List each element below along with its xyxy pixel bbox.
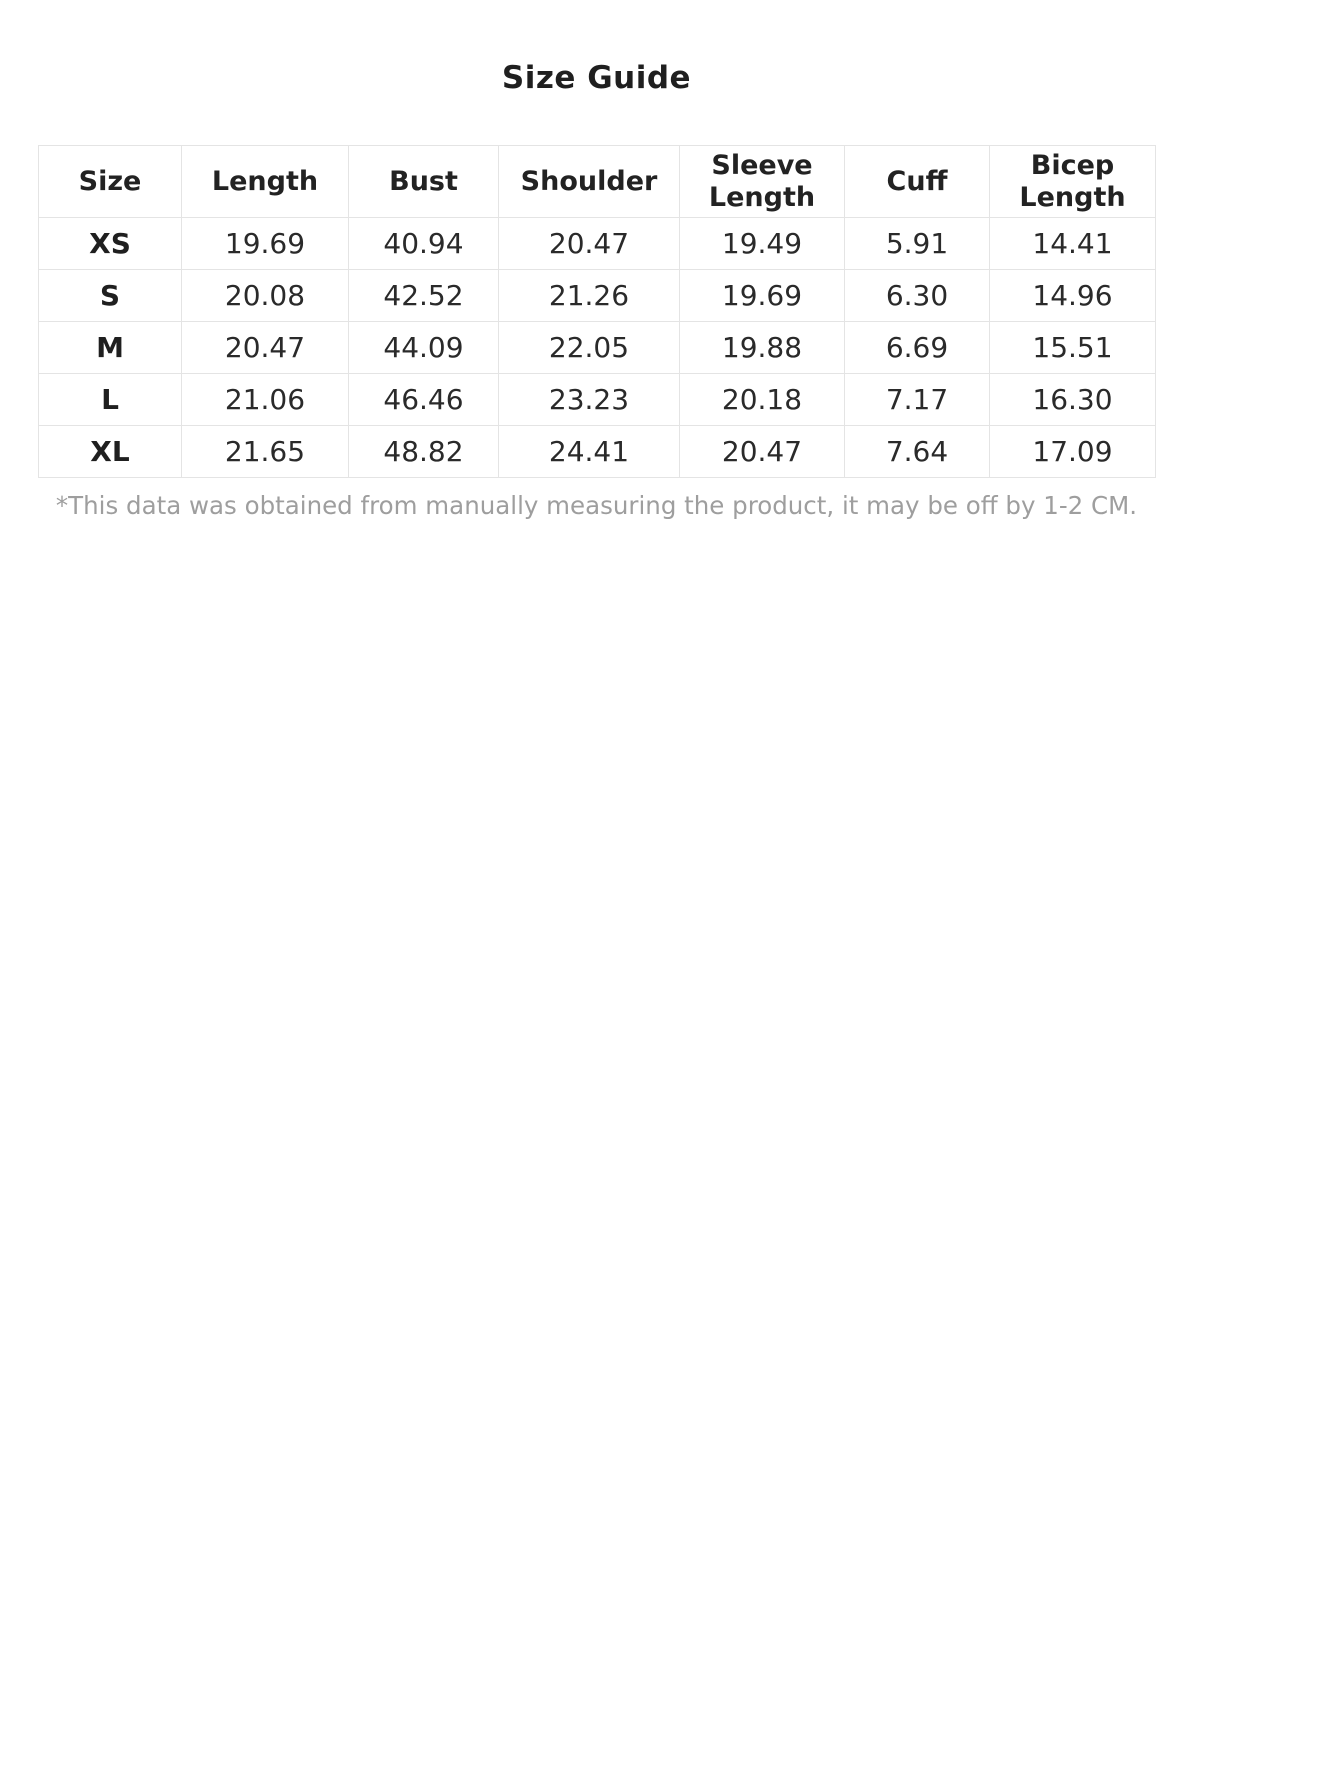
measurement-value: 20.08 — [182, 270, 349, 322]
measurement-value: 14.96 — [990, 270, 1156, 322]
table-row-m — [39, 322, 1156, 374]
measurement-value: 40.94 — [349, 218, 499, 270]
measurement-value: 48.82 — [349, 426, 499, 478]
column-header-bicep-length: Bicep Length — [990, 146, 1156, 218]
table-row-l — [39, 374, 1156, 426]
measurement-value: 7.17 — [845, 374, 990, 426]
measurement-value: 46.46 — [349, 374, 499, 426]
size-label: L — [39, 374, 182, 426]
column-header-length: Length — [182, 146, 349, 218]
measurement-value: 20.47 — [499, 218, 680, 270]
table-row-xl — [39, 426, 1156, 478]
measurement-disclaimer: *This data was obtained from manually measuring the product, it may be off by 1-2 CM. — [55, 491, 1138, 520]
size-label: S — [39, 270, 182, 322]
measurement-value: 6.30 — [845, 270, 990, 322]
size-guide-table — [38, 145, 1156, 478]
table-header-row — [39, 146, 1156, 218]
measurement-value: 42.52 — [349, 270, 499, 322]
measurement-value: 19.88 — [680, 322, 845, 374]
column-header-cuff: Cuff — [845, 146, 990, 218]
page-title: Size Guide — [501, 60, 692, 96]
measurement-value: 21.26 — [499, 270, 680, 322]
size-label: XL — [39, 426, 182, 478]
measurement-value: 21.65 — [182, 426, 349, 478]
measurement-value: 17.09 — [990, 426, 1156, 478]
table-row-xs — [39, 218, 1156, 270]
measurement-value: 44.09 — [349, 322, 499, 374]
measurement-value: 19.49 — [680, 218, 845, 270]
measurement-value: 7.64 — [845, 426, 990, 478]
measurement-value: 20.47 — [680, 426, 845, 478]
table-row-s — [39, 270, 1156, 322]
measurement-value: 5.91 — [845, 218, 990, 270]
measurement-value: 22.05 — [499, 322, 680, 374]
measurement-value: 20.47 — [182, 322, 349, 374]
measurement-value: 24.41 — [499, 426, 680, 478]
measurement-value: 14.41 — [990, 218, 1156, 270]
column-header-bust: Bust — [349, 146, 499, 218]
column-header-size: Size — [39, 146, 182, 218]
size-label: XS — [39, 218, 182, 270]
measurement-value: 15.51 — [990, 322, 1156, 374]
column-header-shoulder: Shoulder — [499, 146, 680, 218]
measurement-value: 19.69 — [680, 270, 845, 322]
measurement-value: 6.69 — [845, 322, 990, 374]
measurement-value: 20.18 — [680, 374, 845, 426]
size-guide-page — [38, 0, 1155, 521]
column-header-sleeve-length: Sleeve Length — [680, 146, 845, 218]
measurement-value: 21.06 — [182, 374, 349, 426]
measurement-value: 23.23 — [499, 374, 680, 426]
measurement-value: 19.69 — [182, 218, 349, 270]
size-label: M — [39, 322, 182, 374]
measurement-value: 16.30 — [990, 374, 1156, 426]
